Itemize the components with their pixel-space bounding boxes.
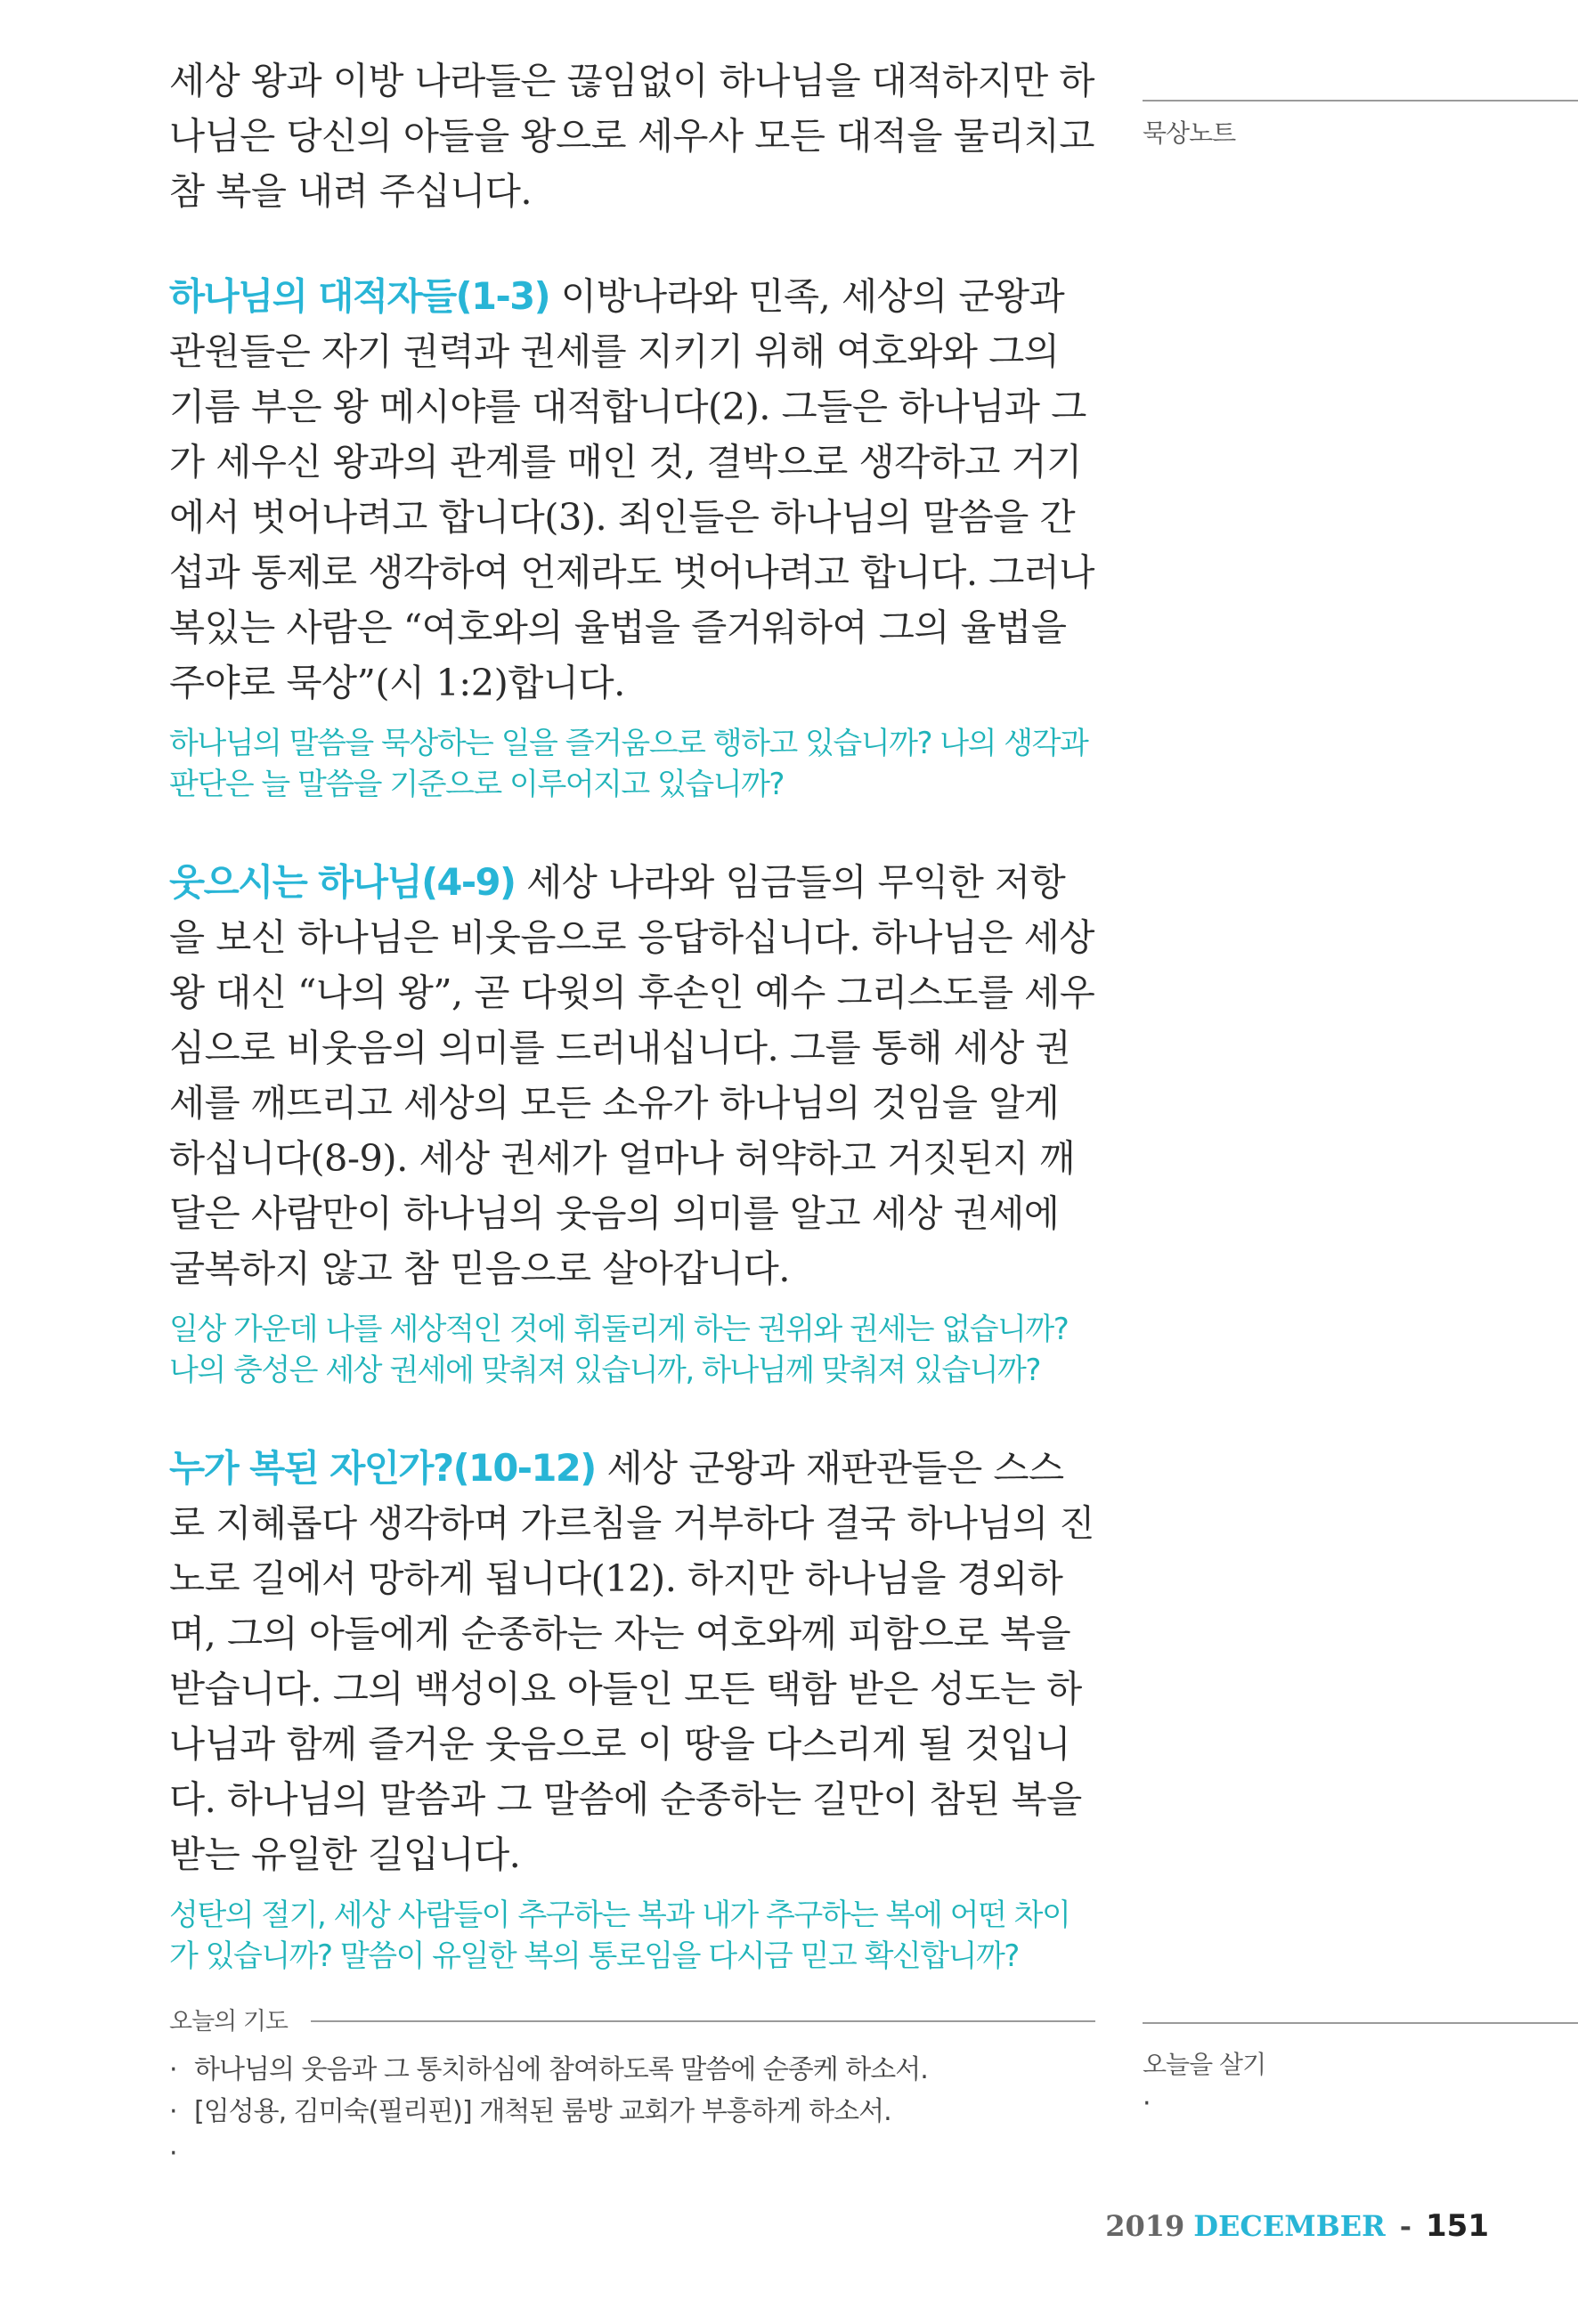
reflection-question: 하나님의 말씀을 묵상하는 일을 즐거움으로 행하고 있습니까? 나의 생각과 판단은 늘 말씀을 기준으로 이루어지고 있습니까?	[169, 726, 1088, 802]
prayer-header	[169, 2002, 1095, 2036]
section-paragraph	[169, 1441, 1095, 1882]
section-paragraph	[169, 269, 1095, 711]
prayer-list	[169, 2049, 1095, 2174]
section-1	[169, 269, 1095, 805]
todays-prayer	[169, 2002, 1095, 2174]
footer-year: 2019	[1105, 2209, 1185, 2243]
section-3	[169, 1441, 1095, 1977]
section-title: 웃으시는 하나님(4-9)	[169, 860, 516, 904]
prayer-item-text: [임성용, 김미숙(필리핀)] 개척된 룸방 교회가 부흥하게 하소서.	[194, 2096, 891, 2127]
section-body-text: 세상 나라와 임금들의 무익한 저항을 보신 하나님은 비웃음으로 응답하십니다. 하나님은 세상 왕 대신 “나의 왕”, 곧 다윗의 후손인 예수 그리스도를 세우심으로 비웃음의 의미를 드러내십니다. 그를 통해 세상 권세를 깨뜨리고 세상의 모든 소유가 하나님의 것임을 알게 하십니다(8-9). 세상 권세가 얼마나 허약하고 거짓된지 깨달은 사람만이 하나님의 웃음의 의미를 알고 세상 권세에 굴복하지 않고 참 믿음으로 살아갑니다.	[169, 860, 1095, 1290]
footer-month: DECEMBER	[1193, 2209, 1386, 2243]
reflection-question: 성탄의 절기, 세상 사람들이 추구하는 복과 내가 추구하는 복에 어떤 차이가 있습니까? 말씀이 유일한 복의 통로임을 다시금 믿고 확신합니까?	[169, 1897, 1070, 1974]
reflection-question: 일상 가운데 나를 세상적인 것에 휘둘리게 하는 권위와 권세는 없습니까? 나의 충성은 세상 권세에 맞춰져 있습니까, 하나님께 맞춰져 있습니까?	[169, 1312, 1069, 1388]
prayer-item	[169, 2091, 1095, 2133]
living-today-panel	[1143, 2022, 1578, 2119]
living-today-label: 오늘을 살기	[1143, 2050, 1266, 2079]
section-title: 누가 복된 자인가?(10-12)	[169, 1446, 596, 1490]
section-paragraph	[169, 855, 1095, 1296]
bullet-dot: ·	[169, 2138, 177, 2169]
meditation-note-panel	[1143, 100, 1578, 150]
section-body-text: 세상 군왕과 재판관들은 스스로 지혜롭다 생각하며 가르침을 거부하다 결국 하나님의 진노로 길에서 망하게 됩니다(12). 하지만 하나님을 경외하며, 그의 아들에게 순종하는 자는 여호와께 피함으로 복을 받습니다. 그의 백성이요 아들인 모든 택함 받은 성도는 하나님과 함께 즐거운 웃음으로 이 땅을 다스리게 될 것입니다. 하나님의 말씀과 그 말씀에 순종하는 길만이 참된 복을 받는 유일한 길입니다.	[169, 1446, 1094, 1876]
prayer-item	[169, 2049, 1095, 2091]
page-number: 151	[1426, 2208, 1489, 2244]
intro-paragraph: 세상 왕과 이방 나라들은 끊임없이 하나님을 대적하지만 하나님은 당신의 아들을 왕으로 세우사 모든 대적을 물리치고 참 복을 내려 주십니다.	[169, 59, 1094, 213]
meditation-note-label: 묵상노트	[1143, 118, 1236, 148]
section-2	[169, 855, 1095, 1391]
main-content	[169, 53, 1095, 1977]
prayer-divider	[311, 2020, 1095, 2022]
footer-dash: -	[1399, 2209, 1412, 2243]
bullet-dot: ·	[169, 2096, 177, 2127]
prayer-item	[169, 2133, 1095, 2174]
section-body-text: 이방나라와 민족, 세상의 군왕과 관원들은 자기 권력과 권세를 지키기 위해 여호와와 그의 기름 부은 왕 메시야를 대적합니다(2). 그들은 하나님과 그가 세우신 왕과의 관계를 매인 것, 결박으로 생각하고 거기에서 벗어나려고 합니다(3). 죄인들은 하나님의 말씀을 간섭과 통제로 생각하여 언제라도 벗어나려고 합니다. 그러나 복있는 사람은 “여호와의 율법을 즐거워하여 그의 율법을 주야로 묵상”(시 1:2)합니다.	[169, 274, 1094, 704]
prayer-label: 오늘의 기도	[169, 2008, 288, 2036]
bullet-dot: ·	[169, 2054, 177, 2085]
bullet-dot: ·	[1143, 2088, 1151, 2119]
section-title: 하나님의 대적자들(1-3)	[169, 274, 550, 318]
page-footer	[1105, 2208, 1489, 2244]
prayer-item-text: 하나님의 웃음과 그 통치하심에 참여하도록 말씀에 순종케 하소서.	[194, 2054, 928, 2085]
